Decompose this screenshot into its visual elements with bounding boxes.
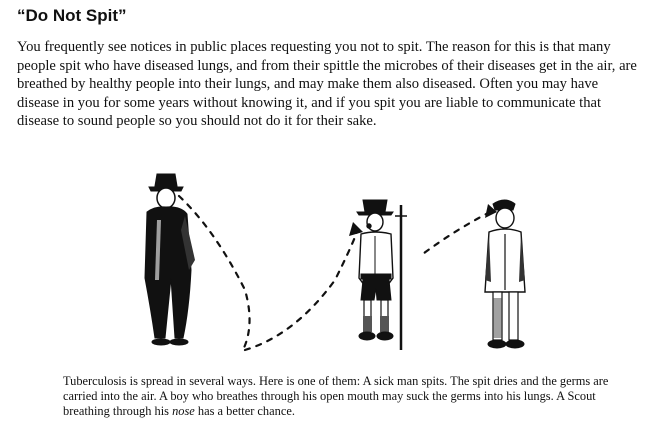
page-title: “Do Not Spit” <box>17 6 127 25</box>
open-mouth-boy-figure <box>357 200 407 350</box>
caption-text-end: has a better chance. <box>194 404 295 419</box>
illustration <box>95 160 565 360</box>
caption-text-start: Tuberculosis is spread in several ways. Here is one of them: A sick man spits. The spit dries and the germs are carried into the air. A boy who breathes through his open mouth may suck the germs into his lungs. A Scout breathing through his <box>63 374 609 419</box>
caption-emphasis: nose <box>172 404 195 419</box>
scout-figure <box>485 200 525 348</box>
germ-trajectory <box>245 232 357 350</box>
body-text <box>17 38 639 131</box>
figure-caption <box>63 374 611 420</box>
body-paragraph: You frequently see notices in public places requesting you not to spit. The reason for this is that many people spit who have diseased lungs, and from their spittle the microbes of their diseases get in the air, are breathed by healthy people into their lungs, and may make them also diseased. Often you may have disease in you for some years without knowing it, and if you spit you are liable to communicate that disease to sound people so you should not do it for their sake. <box>17 39 637 130</box>
sick-man-figure <box>145 174 195 345</box>
breath-trajectory <box>420 212 490 256</box>
illustration-svg <box>95 160 565 360</box>
